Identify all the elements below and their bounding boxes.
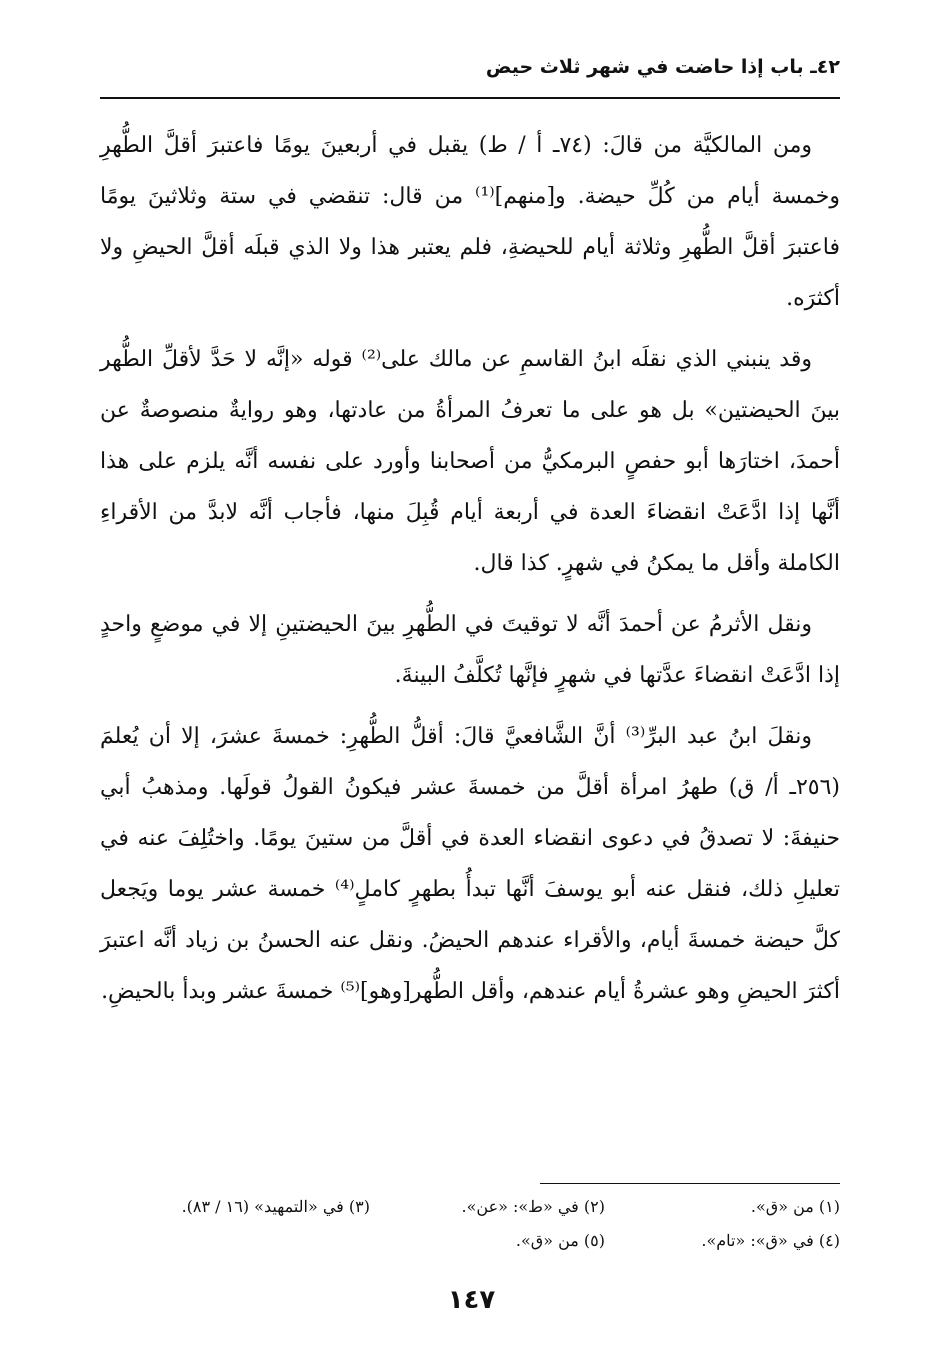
paragraph-1: ومن المالكيَّة من قالَ: (٧٤ـ أ / ط) يقبل في أربعينَ يومًا فاعتبرَ أقلَّ الطُّهرِ وخمسة أيام من كُلِّ حيضة. و[منهم]⁽¹⁾ من قال: تنقضي في ستة وثلاثينَ يومًا فاعتبرَ أقلَّ الطُّهرِ وثلاثة أيام للحيضةِ، فلم يعتبر هذا ولا الذي قبلَه أقلَّ الحيضِ ولا أكثرَه. [100,133,840,311]
footnote-divider [540,1183,840,1184]
paragraph-2: وقد ينبني الذي نقلَه ابنُ القاسمِ عن مالك على⁽²⁾ قوله «إنَّه لا حَدَّ لأقلِّ الطُّهر بينَ الحيضتين» بل هو على ما تعرفُ المرأةُ من عادتها، وهو روايةٌ منصوصةٌ عن أحمدَ، اختارَها أبو حفصٍ البرمكيُّ من أصحابنا وأورد على نفسه أنَّه يلزم على هذا أنَّها إذا ادَّعَتْ انقضاءَ العدة في أربعة أيام قُبِلَ منها، فأجاب أنَّه لابدَّ من الأقراءِ الكاملة وأقل ما يمكنُ في شهرٍ. كذا قال. [100,347,840,576]
footnote-1: (١) من «ق». [750,1197,840,1216]
page-number: ١٤٧ [447,1285,496,1315]
footnotes [100,1190,840,1258]
footnote-4: (٤) في «ق»: «تام». [701,1231,840,1250]
main-text [100,120,840,1027]
paragraph-4: ونقلَ ابنُ عبد البرِّ⁽³⁾ أنَّ الشَّافعيَّ قالَ: أقلُّ الطُّهرِ: خمسةَ عشرَ، إلا أن يُعلمَ (٢٥٦ـ أ/ ق) طهرُ امرأة أقلَّ من خمسةَ عشر فيكونُ القولُ قولَها. ومذهبُ أبي حنيفةَ: لا تصدقُ في دعوى انقضاء العدة في أقلَّ من ستينَ يومًا. واختُلِفَ عنه في تعليلِ ذلك، فنقل عنه أبو يوسفَ أنَّها تبدأُ بطهرٍ كاملٍ⁽⁴⁾ خمسة عشر يوما ويَجعل كلَّ حيضة خمسةَ أيام، والأقراء عندهم الحيضُ. ونقل عنه الحسنُ بن زياد أنَّه اعتبرَ أكثرَ الحيضِ وهو عشرةُ أيام عندهم، وأقل الطُّهر[وهو]⁽⁵⁾ خمسةَ عشر وبدأ بالحيضِ. [100,724,840,1004]
header-divider [100,97,840,99]
paragraph-3: ونقل الأثرمُ عن أحمدَ أنَّه لا توقيتَ في الطُّهرِ بينَ الحيضتينِ إلا في موضعٍ واحدٍ إذا ادَّعَتْ انقضاءَ عدَّتها في شهرٍ فإنَّها تُكلَّفُ البينةَ. [100,612,840,688]
footnote-row [100,1190,840,1224]
footnote-5: (٥) من «ق». [515,1231,605,1250]
footnote-row [100,1224,840,1258]
footnote-3: (٣) في «التمهيد» (١٦ / ٨٣). [181,1197,370,1216]
footnote-2: (٢) في «ط»: «عن». [461,1197,605,1216]
page-header: ٤٢ـ باب إذا حاضت في شهر ثلاث حيض [485,56,840,78]
